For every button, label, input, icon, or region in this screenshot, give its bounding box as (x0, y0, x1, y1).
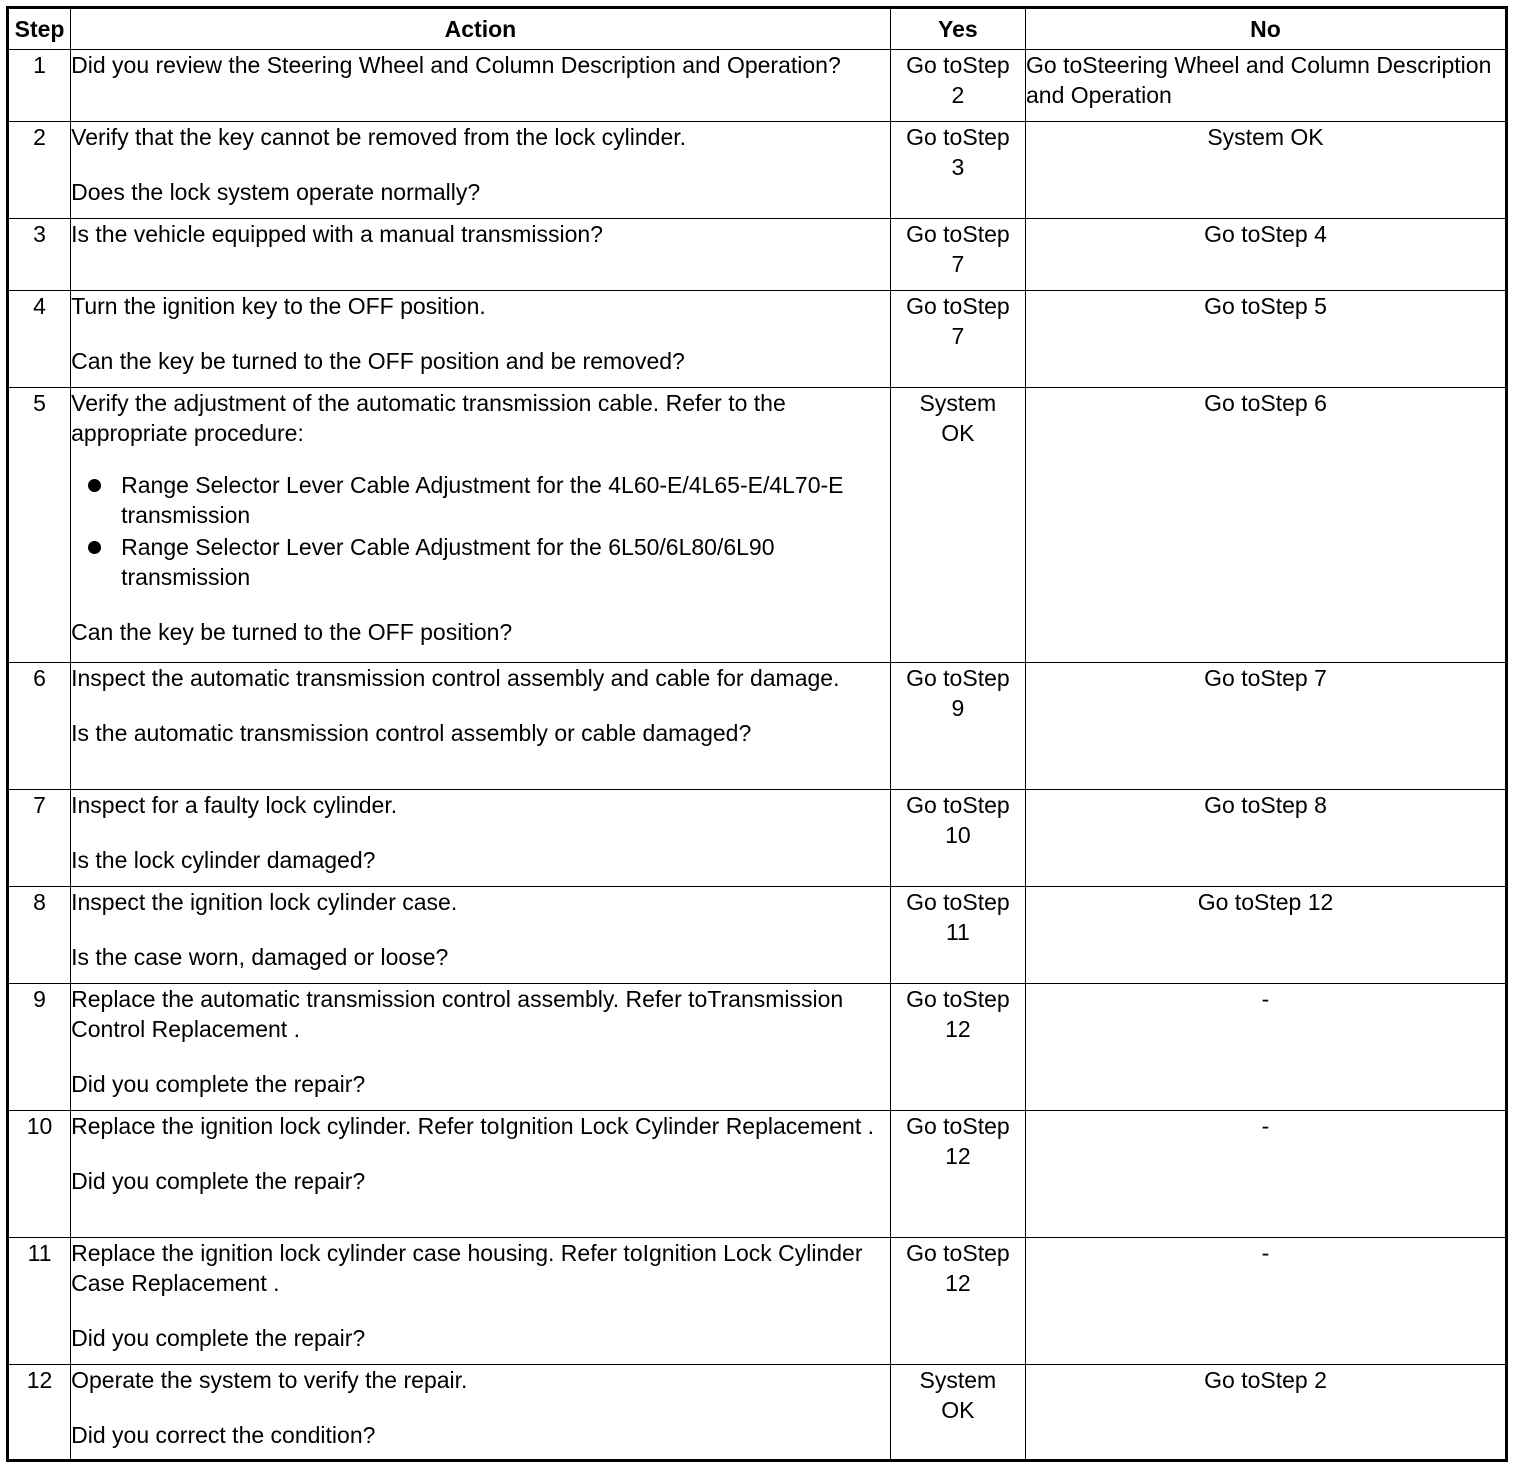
yes-result-text: 7 (951, 323, 965, 349)
yes-result-text: Go toStep (906, 986, 1010, 1012)
header-no: No (1026, 8, 1507, 50)
table-row (8, 291, 1507, 388)
step-number: 11 (8, 1238, 71, 1365)
table-row (8, 790, 1507, 887)
yes-result-text: 9 (951, 695, 965, 721)
yes-result-text: 7 (951, 251, 965, 277)
yes-result-text: OK (941, 1397, 975, 1423)
action-question: Is the automatic transmission control assembly or cable damaged? (71, 720, 752, 746)
yes-result[interactable] (890, 1238, 1025, 1365)
yes-result-text: 11 (945, 919, 970, 945)
header-step: Step (8, 8, 71, 50)
yes-result-text: Go toStep (906, 293, 1010, 319)
action-text: Replace the automatic transmission control assembly. Refer toTransmission Control Replacement . (71, 986, 844, 1042)
header-row (8, 8, 1507, 50)
step-number: 4 (8, 291, 71, 388)
procedure-list-item (71, 470, 890, 530)
no-result[interactable]: Go toStep 5 (1026, 291, 1507, 388)
no-result: - (1026, 984, 1507, 1111)
yes-result-text: Go toStep (906, 124, 1010, 150)
table-row (8, 887, 1507, 984)
no-result[interactable]: Go toStep 7 (1026, 663, 1507, 790)
action-question: Can the key be turned to the OFF position and be removed? (71, 348, 685, 374)
action-question: Does the lock system operate normally? (71, 179, 481, 205)
table-row (8, 1111, 1507, 1238)
action-cell (71, 122, 891, 219)
action-question: Did you complete the repair? (71, 1071, 366, 1097)
action-text: Is the vehicle equipped with a manual transmission? (71, 221, 603, 247)
action-cell (71, 887, 891, 984)
yes-result-text: Go toStep (906, 792, 1010, 818)
yes-result[interactable] (890, 122, 1025, 219)
yes-result-text: Go toStep (906, 665, 1010, 691)
yes-result-text: 12 (945, 1016, 971, 1042)
yes-result[interactable] (890, 1365, 1025, 1461)
action-text: Verify the adjustment of the automatic transmission cable. Refer to the appropriate procedure: (71, 390, 786, 446)
header-yes: Yes (890, 8, 1025, 50)
table-row (8, 1238, 1507, 1365)
yes-result-text: System (919, 390, 997, 416)
yes-result-text: 2 (951, 82, 965, 108)
yes-result[interactable] (890, 219, 1025, 291)
yes-result-text: Go toStep (906, 52, 1010, 78)
no-result: - (1026, 1111, 1507, 1238)
no-result[interactable]: System OK (1026, 122, 1507, 219)
step-number: 7 (8, 790, 71, 887)
yes-result-text: OK (941, 420, 975, 446)
yes-result[interactable] (890, 663, 1025, 790)
no-result: - (1026, 1238, 1507, 1365)
action-question: Did you correct the condition? (71, 1422, 376, 1448)
action-text: Inspect the ignition lock cylinder case. (71, 889, 458, 915)
action-question: Did you complete the repair? (71, 1325, 366, 1351)
header-action: Action (71, 8, 891, 50)
table-row (8, 122, 1507, 219)
yes-result[interactable] (890, 388, 1025, 663)
action-text: Did you review the Steering Wheel and Column Description and Operation? (71, 52, 841, 78)
yes-result-text: Go toStep (906, 889, 1010, 915)
yes-result-text: 10 (945, 822, 971, 848)
table-row (8, 50, 1507, 122)
no-result[interactable]: Go toSteering Wheel and Column Description and Operation (1026, 50, 1507, 122)
step-number: 2 (8, 122, 71, 219)
step-number: 8 (8, 887, 71, 984)
action-cell (71, 790, 891, 887)
no-result[interactable]: Go toStep 4 (1026, 219, 1507, 291)
yes-result[interactable] (890, 887, 1025, 984)
action-text: Replace the ignition lock cylinder case housing. Refer toIgnition Lock Cylinder Case Replacement . (71, 1240, 863, 1296)
action-cell (71, 1238, 891, 1365)
procedure-list-item (71, 532, 890, 592)
action-question: Can the key be turned to the OFF position? (71, 619, 513, 645)
action-text: Verify that the key cannot be removed from the lock cylinder. (71, 124, 687, 150)
action-cell (71, 50, 891, 122)
procedure-link-text[interactable]: Range Selector Lever Cable Adjustment for the 6L50/6L80/6L90 transmission (121, 534, 775, 590)
action-question: Is the lock cylinder damaged? (71, 847, 376, 873)
yes-result-text: Go toStep (906, 221, 1010, 247)
action-text: Inspect the automatic transmission control assembly and cable for damage. (71, 665, 840, 691)
step-number: 9 (8, 984, 71, 1111)
action-question: Did you complete the repair? (71, 1168, 366, 1194)
step-number: 12 (8, 1365, 71, 1461)
procedure-list (71, 470, 890, 592)
action-cell (71, 1111, 891, 1238)
bullet-icon (88, 541, 101, 554)
table-body (8, 50, 1507, 1461)
table-row (8, 1365, 1507, 1461)
yes-result-text: 12 (945, 1270, 971, 1296)
yes-result[interactable] (890, 984, 1025, 1111)
yes-result[interactable] (890, 291, 1025, 388)
action-cell (71, 663, 891, 790)
step-number: 1 (8, 50, 71, 122)
action-text: Inspect for a faulty lock cylinder. (71, 792, 398, 818)
no-result[interactable]: Go toStep 6 (1026, 388, 1507, 663)
action-cell (71, 388, 891, 663)
yes-result-text: Go toStep (906, 1113, 1010, 1139)
yes-result-text: Go toStep (906, 1240, 1010, 1266)
yes-result[interactable] (890, 790, 1025, 887)
yes-result-text: 12 (945, 1143, 971, 1169)
procedure-link-text[interactable]: Range Selector Lever Cable Adjustment for the 4L60-E/4L65-E/4L70-E transmission (121, 472, 844, 528)
yes-result[interactable] (890, 1111, 1025, 1238)
action-text: Operate the system to verify the repair. (71, 1367, 468, 1393)
step-number: 6 (8, 663, 71, 790)
action-text: Turn the ignition key to the OFF position. (71, 293, 486, 319)
step-number: 3 (8, 219, 71, 291)
table-row (8, 219, 1507, 291)
table-row (8, 388, 1507, 663)
yes-result-text: 3 (951, 154, 965, 180)
no-result[interactable]: Go toStep 8 (1026, 790, 1507, 887)
yes-result-text: System (919, 1367, 997, 1393)
table-row (8, 984, 1507, 1111)
diagnostic-table (6, 6, 1508, 1462)
no-result[interactable]: Go toStep 12 (1026, 887, 1507, 984)
action-cell (71, 291, 891, 388)
no-result[interactable]: Go toStep 2 (1026, 1365, 1507, 1461)
step-number: 10 (8, 1111, 71, 1238)
yes-result[interactable] (890, 50, 1025, 122)
action-text: Replace the ignition lock cylinder. Refer toIgnition Lock Cylinder Replacement . (71, 1113, 874, 1139)
action-cell (71, 1365, 891, 1461)
action-cell (71, 984, 891, 1111)
action-cell (71, 219, 891, 291)
step-number: 5 (8, 388, 71, 663)
action-question: Is the case worn, damaged or loose? (71, 944, 449, 970)
bullet-icon (88, 479, 101, 492)
table-row (8, 663, 1507, 790)
